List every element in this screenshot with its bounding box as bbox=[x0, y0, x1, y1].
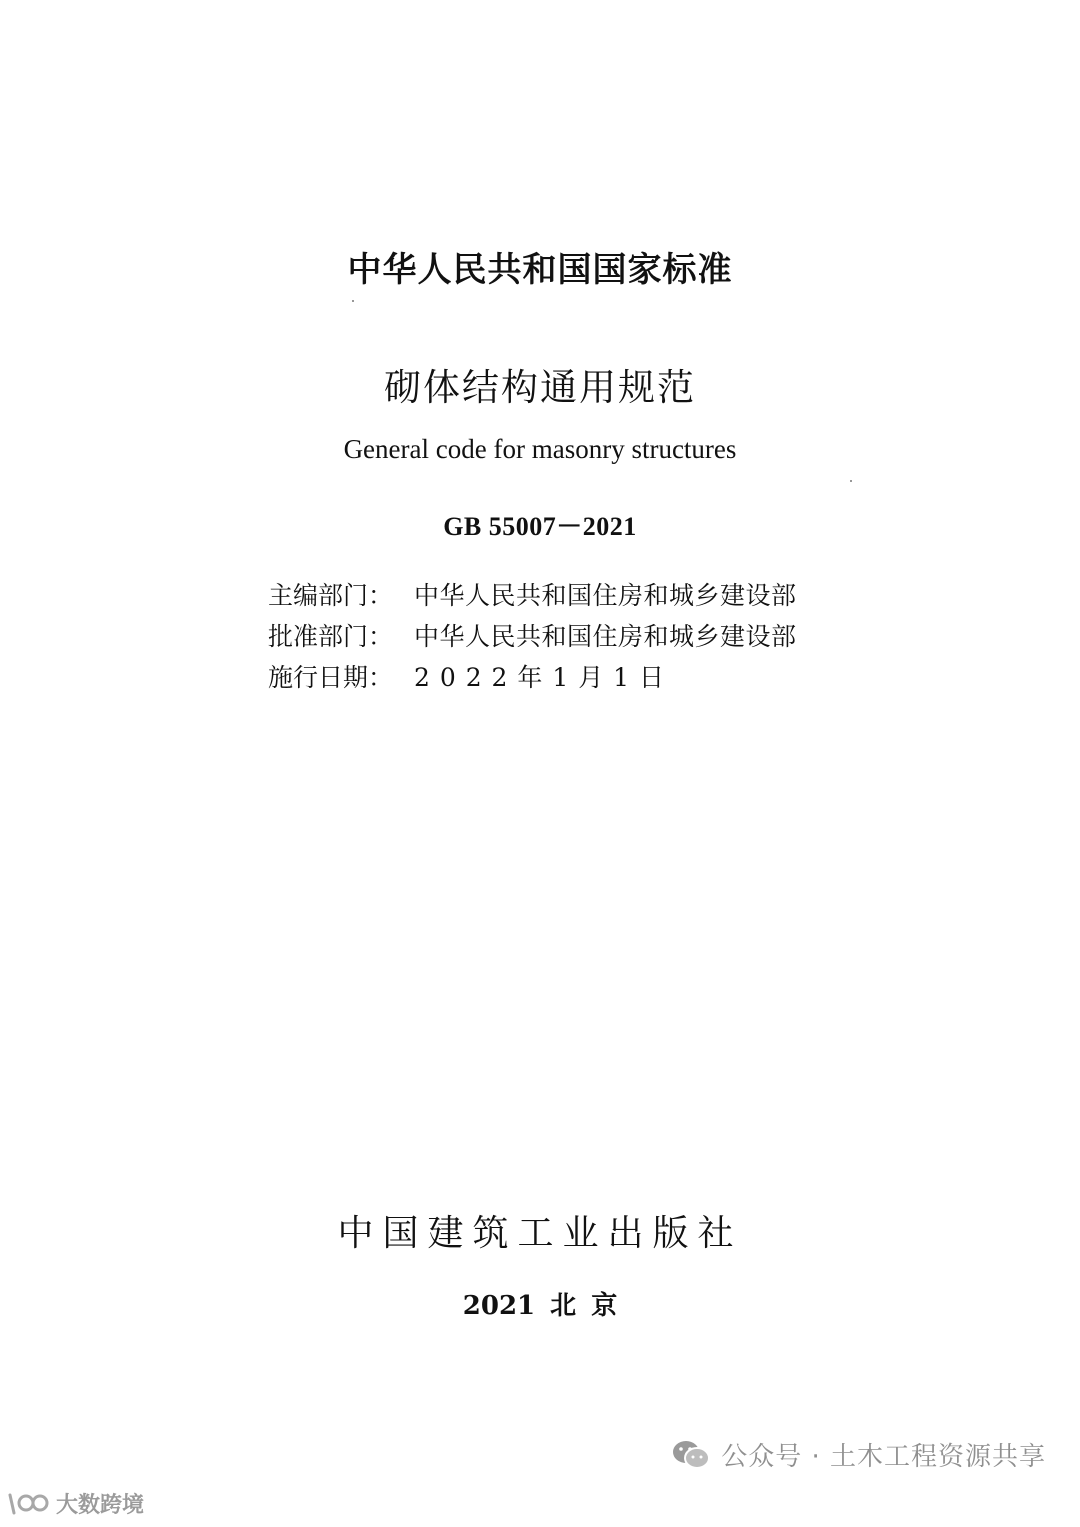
wechat-icon bbox=[671, 1438, 711, 1472]
meta-value: 中华人民共和国住房和城乡建设部 bbox=[414, 621, 797, 651]
meta-row-effective-date bbox=[268, 657, 838, 698]
meta-label: 批准部门： bbox=[268, 621, 394, 651]
document-title: 砌体结构通用规范 bbox=[384, 366, 696, 409]
watermark-wechat bbox=[671, 1436, 1046, 1473]
meta-label: 主编部门： bbox=[268, 580, 394, 610]
meta-label: 施行日期： bbox=[268, 662, 394, 692]
meta-value: 2 0 2 2 年 1 月 1 日 bbox=[414, 662, 666, 692]
watermark-text: 公众号 · 土木工程资源共享 bbox=[721, 1442, 1046, 1472]
meta-row-editor bbox=[268, 575, 838, 616]
national-standard-heading: 中华人民共和国国家标准 bbox=[347, 250, 733, 290]
scan-speck bbox=[850, 480, 852, 482]
meta-row-approver bbox=[268, 616, 838, 657]
publication-year-city: 2021 北 京 bbox=[462, 1291, 618, 1321]
standard-code: GB 55007－2021 bbox=[443, 512, 637, 541]
publisher-name: 中国建筑工业出版社 bbox=[337, 1213, 743, 1254]
watermark-brand bbox=[6, 1488, 144, 1519]
meta-value: 中华人民共和国住房和城乡建设部 bbox=[414, 580, 797, 610]
metadata-block bbox=[268, 575, 838, 698]
scan-speck bbox=[352, 300, 354, 302]
watermark-brand-text: 大数跨境 bbox=[56, 1493, 145, 1518]
brand-logo-icon bbox=[6, 1491, 52, 1517]
document-title-english: General code for masonry structures bbox=[343, 434, 737, 464]
